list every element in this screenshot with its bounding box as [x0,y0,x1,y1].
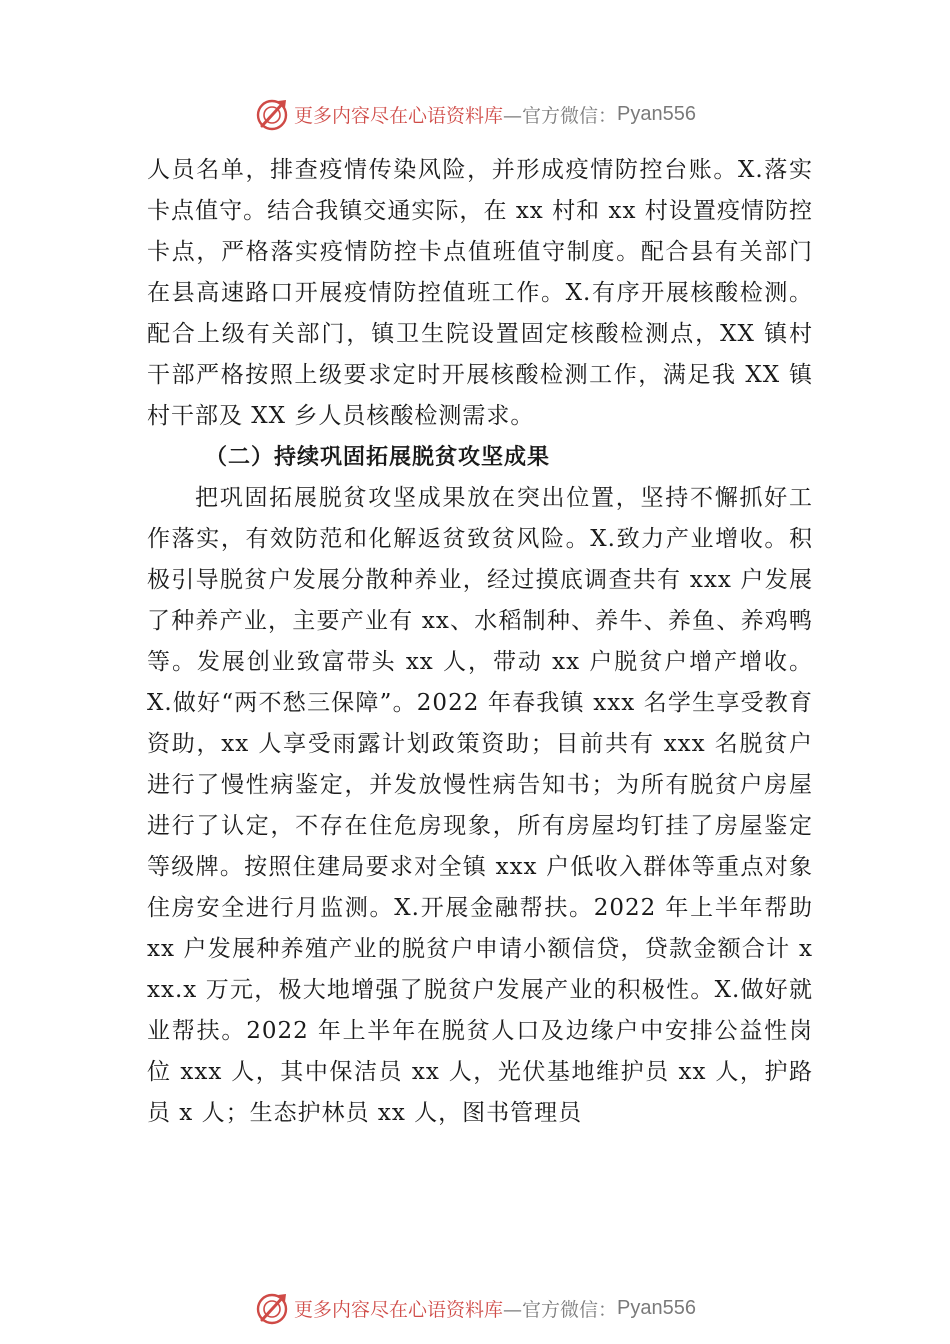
banner-wechat-label: —官方微信： [503,1298,618,1321]
document-body [147,150,813,1134]
banner-library-text: 更多内容尽在心语资料库 [294,1298,504,1321]
paragraph-epidemic-control: 人员名单，排查疫情传染风险，并形成疫情防控台账。X.落实卡点值守。结合我镇交通实际，在 xx 村和 xx 村设置疫情防控卡点，严格落实疫情防控卡点值班值守制度。配合县有关部门在县高速路口开展疫情防控值班工作。X.有序开展核酸检测。配合上级有关部门，镇卫生院设置固定核酸检测点，XX 镇村干部严格按照上级要求定时开展核酸检测工作，满足我 XX 镇村干部及 XX 乡人员核酸检测需求。 [147,157,813,429]
footer-banner [0,1286,950,1330]
banner-wechat-label: —官方微信： [503,104,618,127]
banner-wechat-id: Pyan556 [617,102,696,125]
banner-library-text: 更多内容尽在心语资料库 [294,104,504,127]
paragraph-poverty-alleviation: 把巩固拓展脱贫攻坚成果放在突出位置，坚持不懈抓好工作落实，有效防范和化解返贫致贫风险。X.致力产业增收。积极引导脱贫户发展分散种养业，经过摸底调查共有 xxx 户发展了种养产业，主要产业有 xx、水稻制种、养牛、养鱼、养鸡鸭等。发展创业致富带头 xx 人，带动 xx 户脱贫户增产增收。X.做好“两不愁三保障”。2022 年春我镇 xxx 名学生享受教育资助，xx 人享受雨露计划政策资助；目前共有 xxx 名脱贫户进行了慢性病鉴定，并发放慢性病告知书；为所有脱贫户房屋进行了认定，不存在住危房现象，所有房屋均钉挂了房屋鉴定等级牌。按照住建局要求对全镇 xxx 户低收入群体等重点对象住房安全进行月监测。X.开展金融帮扶。2022 年上半年帮助 xx 户发展种养殖产业的脱贫户申请小额信贷，贷款金额合计 xxx.x 万元，极大地增强了脱贫户发展产业的积极性。X.做好就业帮扶。2022 年上半年在脱贫人口及边缘户中安排公益性岗位 xxx 人，其中保洁员 xx 人，光伏基地维护员 xx 人，护路员 x 人；生态护林员 xx 人，图书管理员 [147,485,813,1126]
brand-logo-icon [254,1290,290,1326]
banner-wechat-id: Pyan556 [617,1296,696,1319]
header-banner [0,92,950,136]
brand-logo-icon [254,96,290,132]
section-heading: （二）持续巩固拓展脱贫攻坚成果 [205,444,551,470]
